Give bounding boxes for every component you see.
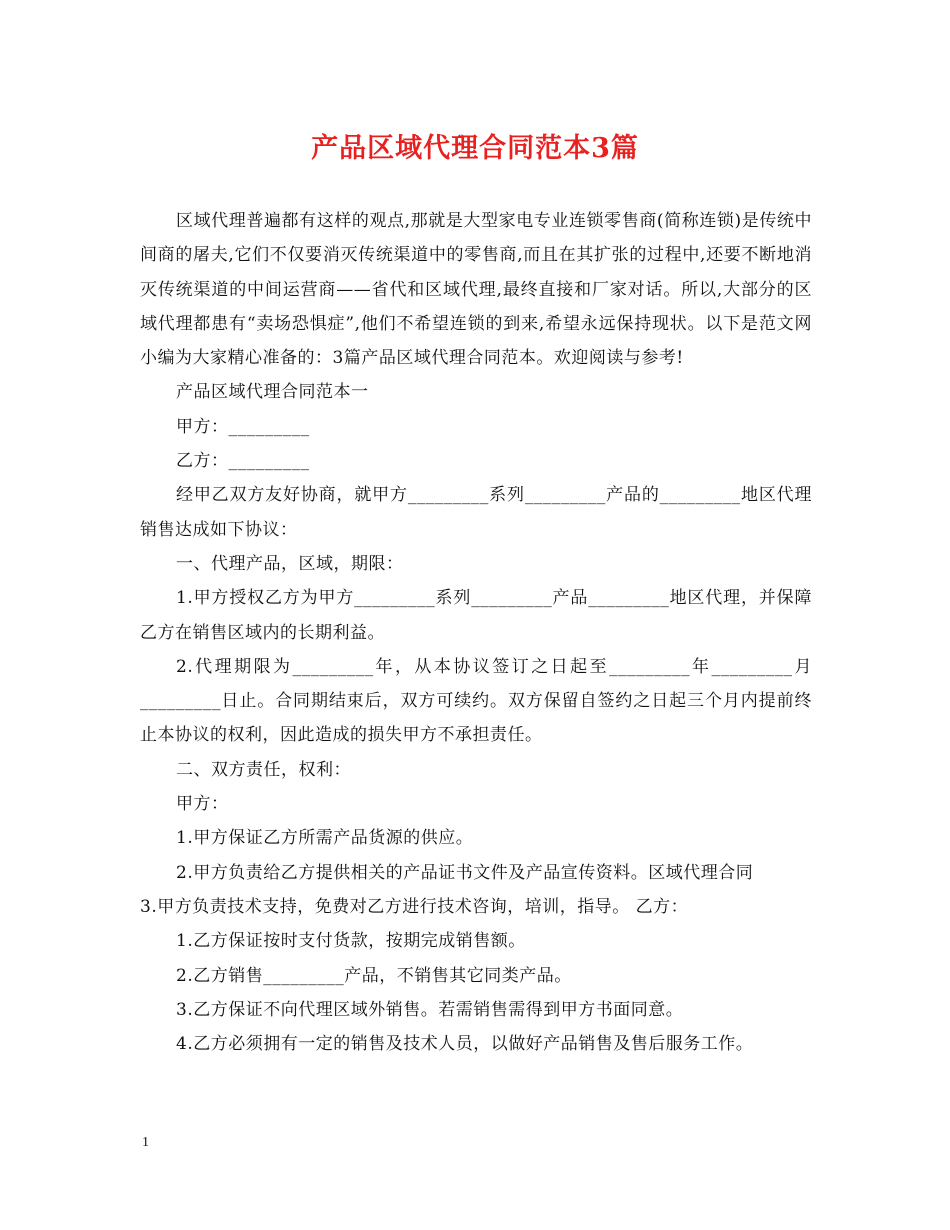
document-body — [140, 204, 812, 1061]
page-number: 1 — [142, 1135, 149, 1150]
paragraph: 甲方：_________ — [176, 416, 310, 437]
paragraph: 区域代理普遍都有这样的观点,那就是大型家电专业连锁零售商(简称连锁)是传统中间商的屠夫,它们不仅要消灭传统渠道中的零售商,而且在其扩张的过程中,还要不断地消灭传统渠道的中间运营商——省代和区域代理,最终直接和厂家对话。所以,大部分的区域代理都患有“卖场恐惧症”,他们不希望连锁的到来,希望永远保持现状。以下是范文网小编为大家精心准备的：3篇产品区域代理合同范本。欢迎阅读与参考! — [140, 211, 812, 369]
paragraph: 4.乙方必须拥有一定的销售及技术人员，以做好产品销售及售后服务工作。 — [176, 1034, 754, 1055]
paragraph: 1.甲方保证乙方所需产品货源的供应。 — [176, 828, 474, 849]
paragraph: 2.乙方销售_________产品，不销售其它同类产品。 — [176, 965, 572, 986]
paragraph: 3.乙方保证不向代理区域外销售。若需销售需得到甲方书面同意。 — [176, 999, 684, 1020]
document-title: 产品区域代理合同范本3篇 — [311, 133, 639, 164]
paragraph: 产品区域代理合同范本一 — [176, 382, 369, 403]
paragraph: 3.甲方负责技术支持，免费对乙方进行技术咨询，培训，指导。 乙方： — [140, 896, 689, 917]
paragraph: 1.乙方保证按时支付货款，按期完成销售额。 — [176, 931, 526, 952]
paragraph: 甲方： — [176, 794, 229, 815]
paragraph: 一、代理产品，区域，期限： — [176, 553, 404, 574]
paragraph: 乙方：_________ — [176, 451, 310, 472]
paragraph: 2.代理期限为_________年，从本协议签订之日起至_________年_________月_________日止。合同期结束后，双方可续约。双方保留自签约之日起三个月内提前终止本协议的权利，因此造成的损失甲方不承担责任。 — [140, 656, 812, 746]
paragraph: 2.甲方负责给乙方提供相关的产品证书文件及产品宣传资料。区域代理合同 — [176, 862, 754, 883]
paragraph: 经甲乙双方友好协商，就甲方_________系列_________产品的_________地区代理销售达成如下协议： — [140, 485, 812, 540]
paragraph: 二、双方责任，权利： — [176, 759, 351, 780]
paragraph: 1.甲方授权乙方为甲方_________系列_________产品_________地区代理，并保障乙方在销售区域内的长期利益。 — [140, 588, 812, 643]
